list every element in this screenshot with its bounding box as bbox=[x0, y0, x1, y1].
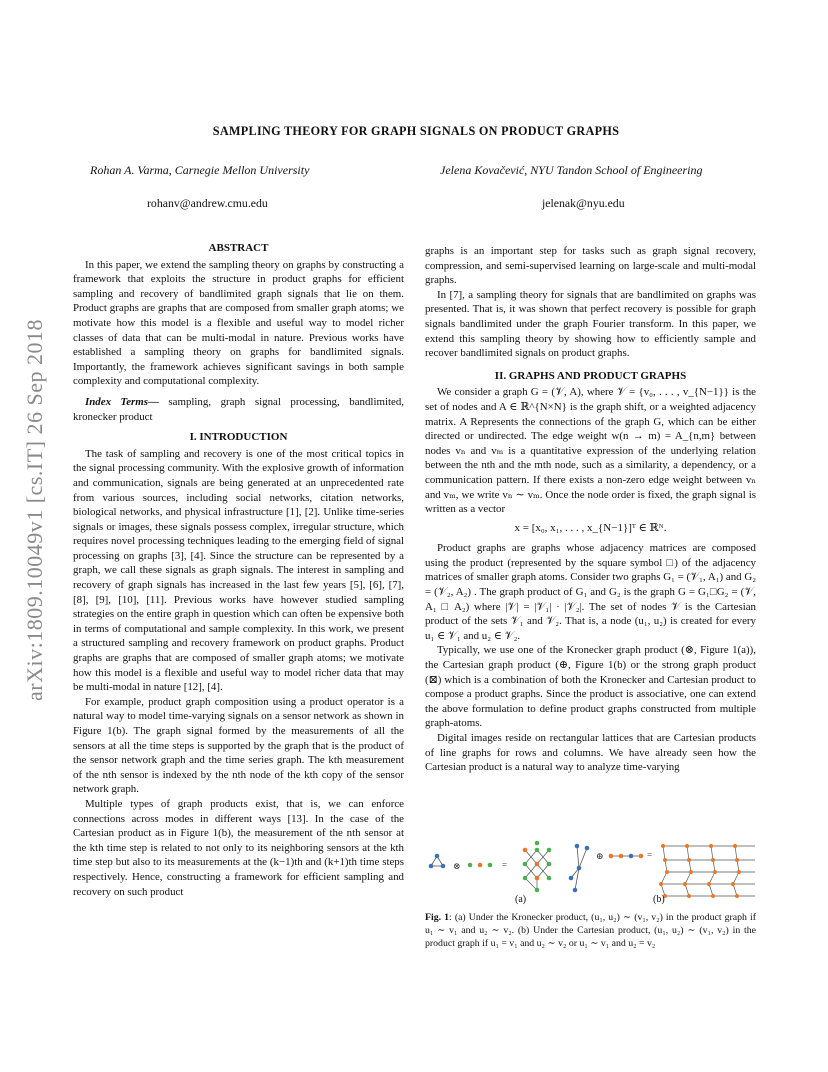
atom-node bbox=[575, 844, 580, 849]
figure-1 bbox=[425, 838, 756, 918]
atom-node bbox=[569, 876, 574, 881]
author-2-name: Jelena Kovačević, NYU Tandon School of Engineering bbox=[440, 163, 703, 177]
section-2-paragraph-3: Typically, we use one of the Kronecker graph product (⊗, Figure 1(a)), the Cartesian graph product (⊕, Figure 1(b) or the strong graph product (⊠) which is a combination of both the Kronecker and Cartesian product to compose a product graphs. Since the product is associative, one can extend the above formulation to define product graphs constructed from multiple graph-atoms. bbox=[425, 644, 756, 730]
product-node bbox=[547, 862, 552, 867]
arxiv-stamp: arXiv:1809.10049v1 [cs.IT] 26 Sep 2018 bbox=[22, 319, 47, 701]
section-2-heading: II. GRAPHS AND PRODUCT GRAPHS bbox=[494, 369, 687, 382]
product-node bbox=[713, 870, 717, 874]
author-1-name: Rohan A. Varma, Carnegie Mellon University bbox=[90, 163, 310, 177]
index-terms bbox=[73, 395, 404, 424]
index-terms-text: sampling, graph signal processing, bandlimited, kronecker product bbox=[73, 395, 404, 423]
atom-node bbox=[468, 863, 473, 868]
product-node bbox=[731, 882, 735, 886]
atom-node bbox=[435, 854, 440, 859]
product-node bbox=[665, 870, 669, 874]
product-node bbox=[535, 841, 540, 846]
figure-1a-kronecker bbox=[429, 841, 552, 905]
figure-1-caption-label: Fig. 1 bbox=[425, 912, 450, 923]
index-terms-label: Index Terms— bbox=[85, 395, 159, 408]
author-1-email: rohanv@andrew.cmu.edu bbox=[147, 196, 268, 210]
right-column bbox=[425, 244, 756, 775]
product-node bbox=[687, 894, 691, 898]
product-node bbox=[707, 882, 711, 886]
product-node bbox=[685, 844, 689, 848]
atom-node bbox=[639, 854, 644, 859]
product-node bbox=[689, 870, 693, 874]
atom-node bbox=[441, 864, 446, 869]
product-node bbox=[709, 844, 713, 848]
left-column bbox=[73, 241, 404, 899]
intro-paragraph-1: The task of sampling and recovery is one of the most critical topics in the signal processing community. With the explosive growth of information and communication, signals are being generated at an unprecedented rate from various sources, including social networks, citation networks, biological networks, and physical infrastructure [1], [2]. Unlike time-series signals or images, these signals possess complex, irregular structure, which requires novel processing techniques leading to the emerging field of signal processing on graphs [3], [4]. Since the structure can be represented by a graph, we call these signals as graph signals. The interest in sampling and recovery of graph signals has increased in the last few years [5], [6], [7], [8], [9], [10], [11]. Previous works have however studied sampling strategies on the entire graph in question which can often be expensive both in terms of computational and sample complexity. In this work, we present a structured sampling and recovery framework on product graphs. Product graphs are graphs that are composed of smaller graph atoms; we motivate how this model is a flexible and useful way to model richer data that may be multi-modal in nature [12], [4]. bbox=[73, 447, 404, 694]
section-2-paragraph-4: Digital images reside on rectangular lattices that are Cartesian products of line graphs for rows and columns. We have already seen how the Cartesian product is a natural way to analyze time-varying bbox=[425, 732, 756, 774]
figure-1b-label: (b) bbox=[653, 894, 665, 905]
cartesian-operator: ⊕ bbox=[596, 851, 604, 861]
atom-node bbox=[585, 846, 590, 851]
product-node bbox=[737, 870, 741, 874]
atom-node bbox=[478, 863, 483, 868]
intro-paragraph-4: graphs is an important step for tasks such as graph signal recovery, compression, and semi-supervised learning on large-scale and multi-modal graphs. bbox=[425, 245, 756, 287]
section-2-paragraph-1: We consider a graph G = (𝒱, A), where 𝒱 = {v₀, . . . , v_{N−1}} is the set of nodes and A ∈ ℝ^{N×N} is the graph shift, or a weighted adjacency matrix. A Represents the connections of the graph G, which can be either directed or undirected. The edge weight w(n → m) = A_{n,m} between nodes vₙ and vₘ is a quantitative expression of the underlying relation between the nth and the mth node, such as a similarity, a dependency, or a communication pattern. If there exists a non-zero edge weight between vₙ and vₘ, we write vₙ ∼ vₘ. Once the node order is fixed, the graph signal is written as a vector bbox=[425, 386, 756, 516]
product-node bbox=[547, 876, 552, 881]
figure-1-caption-text: : (a) Under the Kronecker product, (u₁, u₂) ∼ (v₁, v₂) in the product graph if u₁ ∼ v₁ and u₂ ∼ v₂. (b) Under the Cartesian product, (u₁, u₂) ∼ (v₁, v₂) in the product graph if u₁ = v₁ and u₂ ∼ v₂ or u₁ ∼ v₁ and u₂ = v₂ bbox=[425, 912, 756, 949]
product-node bbox=[659, 882, 663, 886]
intro-paragraph-5: In [7], a sampling theory for signals that are bandlimited on graphs was presented. That is, it was shown that perfect recovery is possible for graph signals bandlimited under the graph Fourier transform. In this paper, we extend this sampling theory by showing how to efficiently sample and recover bandlimited signals on product graphs. bbox=[425, 288, 756, 360]
figure-1a-label: (a) bbox=[515, 894, 527, 905]
atom-node bbox=[629, 854, 634, 859]
product-node bbox=[535, 848, 540, 853]
product-node bbox=[683, 882, 687, 886]
product-node bbox=[535, 888, 540, 893]
author-2-email: jelenak@nyu.edu bbox=[542, 196, 625, 210]
figure-1-caption bbox=[425, 912, 756, 950]
atom-node bbox=[488, 863, 493, 868]
equals-sign-b: = bbox=[647, 850, 653, 860]
product-node bbox=[663, 858, 667, 862]
intro-paragraph-3: Multiple types of graph products exist, that is, we can enforce connections across modes in different ways [13]. In the case of the Cartesian product as in Figure 1(b), the measurement of the nth sensor at the kth time step is related to not only to its neighboring sensors at the kth time step but also to its measurements at the (k−1)th and (k+1)th time steps respectively. Hence, constructing a framework for efficient sampling and recovery on such product bbox=[73, 797, 404, 898]
intro-paragraph-2: For example, product graph composition using a product operator is a natural way to model time-varying signals on a sensor network as shown in Figure 1(b). The graph signal formed by the measurements of all the sensors at all the time steps is supported by the graph that is the product of the sensor network graph and the time series graph. The kth measurement of the nth sensor is indexed by the nth node of the kth copy of the sensor network graph. bbox=[73, 695, 404, 796]
abstract-heading: ABSTRACT bbox=[208, 242, 269, 254]
product-node bbox=[535, 862, 540, 867]
abstract-text: In this paper, we extend the sampling theory on graphs by constructing a framework that exploits the structure in product graphs for efficient sampling and recovery of bandlimited graph signals that lie on them. Product graphs are graphs that are composed from smaller graph atoms; we motivate how this model is a flexible and useful way to model richer classes of data that can be multi-modal in nature. Previous works have established a sampling theory on graphs for bandlimited signals. Importantly, the framework achieves significant savings in both sample complexity and computational complexity. bbox=[73, 258, 404, 388]
product-node bbox=[687, 858, 691, 862]
product-node bbox=[711, 858, 715, 862]
product-node bbox=[733, 844, 737, 848]
product-node bbox=[523, 862, 528, 867]
product-node bbox=[523, 876, 528, 881]
kronecker-operator: ⊗ bbox=[453, 861, 461, 871]
atom-node bbox=[429, 864, 434, 869]
atom-node bbox=[577, 866, 582, 871]
product-node bbox=[547, 848, 552, 853]
atom-node bbox=[609, 854, 614, 859]
product-node bbox=[661, 844, 665, 848]
figure-1b-cartesian bbox=[569, 844, 755, 905]
signal-vector-equation: x = [x₀, x₁, . . . , x_{N−1}]ᵀ ∈ ℝᴺ. bbox=[514, 521, 667, 534]
product-node bbox=[735, 894, 739, 898]
product-node bbox=[711, 894, 715, 898]
atom-node bbox=[619, 854, 624, 859]
paper-title: SAMPLING THEORY FOR GRAPH SIGNALS ON PRODUCT GRAPHS bbox=[212, 124, 620, 138]
product-node bbox=[735, 858, 739, 862]
equals-sign-a: = bbox=[502, 860, 508, 870]
atom-node bbox=[573, 888, 578, 893]
product-node bbox=[535, 876, 540, 881]
intro-heading: I. INTRODUCTION bbox=[189, 431, 288, 444]
section-2-paragraph-2: Product graphs are graphs whose adjacency matrices are composed using the product (represented by the square symbol □) of the adjacency matrices of smaller graph atoms. Consider two graphs G₁ = (𝒱₁, A₁) and G₂ = (𝒱₂, A₂) . The graph product of G₁ and G₂ is the graph G = G₁□G₂ = (𝒱, A₁ □ A₂) where |𝒱| = |𝒱₁| · |𝒱₂|. The set of nodes 𝒱 is the Cartesian product of the sets 𝒱₁ and 𝒱₂. That is, a node (u₁, u₂) is created for every u₁ ∈ 𝒱₁ and u₂ ∈ 𝒱₂. bbox=[425, 542, 756, 642]
product-node bbox=[523, 848, 528, 853]
